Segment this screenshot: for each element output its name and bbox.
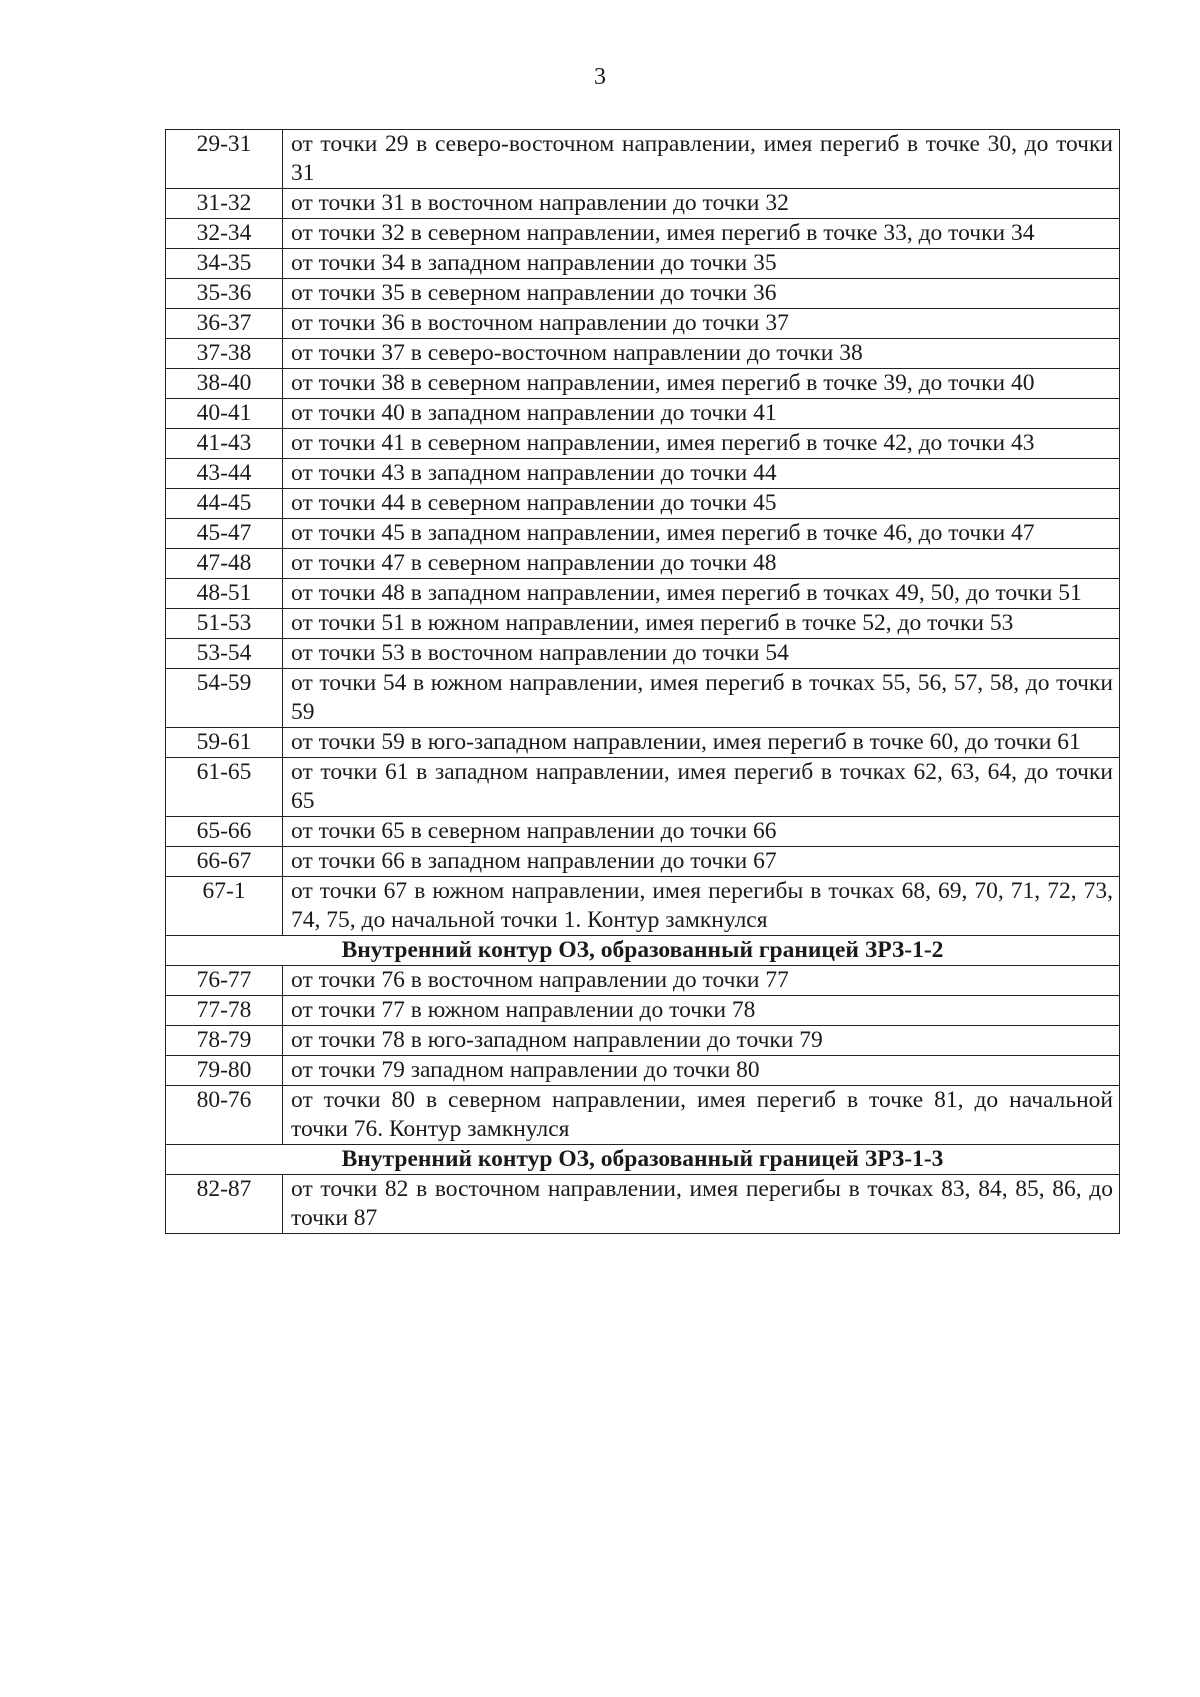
table-row (166, 489, 1120, 519)
segment-number-cell: 34-35 (166, 249, 283, 279)
segment-description-cell: от точки 35 в северном направлении до точки 36 (283, 279, 1120, 309)
section-header-row (166, 1145, 1120, 1175)
segment-number-cell: 53-54 (166, 639, 283, 669)
segment-description-cell: от точки 61 в западном направлении, имея перегиб в точках 62, 63, 64, до точки 65 (283, 758, 1120, 817)
segment-number-cell: 54-59 (166, 669, 283, 728)
segment-description-cell: от точки 51 в южном направлении, имея перегиб в точке 52, до точки 53 (283, 609, 1120, 639)
segment-description-cell: от точки 40 в западном направлении до точки 41 (283, 399, 1120, 429)
table-row (166, 639, 1120, 669)
segment-number-cell: 51-53 (166, 609, 283, 639)
segment-description-cell: от точки 43 в западном направлении до точки 44 (283, 459, 1120, 489)
table-row (166, 429, 1120, 459)
table-row (166, 609, 1120, 639)
table-row (166, 966, 1120, 996)
table-body (166, 130, 1120, 1234)
segment-description-cell: от точки 36 в восточном направлении до точки 37 (283, 309, 1120, 339)
segment-number-cell: 41-43 (166, 429, 283, 459)
segment-description-cell: от точки 78 в юго-западном направлении до точки 79 (283, 1026, 1120, 1056)
table-row (166, 847, 1120, 877)
table-row (166, 1175, 1120, 1234)
segment-number-cell: 35-36 (166, 279, 283, 309)
table-row (166, 279, 1120, 309)
section-title: Внутренний контур ОЗ, образованный границей ЗРЗ-1-3 (166, 1145, 1120, 1175)
segment-description-cell: от точки 48 в западном направлении, имея перегиб в точках 49, 50, до точки 51 (283, 579, 1120, 609)
table-row (166, 339, 1120, 369)
segment-number-cell: 82-87 (166, 1175, 283, 1234)
segment-number-cell: 76-77 (166, 966, 283, 996)
table-row (166, 369, 1120, 399)
table-row (166, 549, 1120, 579)
table-row (166, 579, 1120, 609)
table-row (166, 130, 1120, 189)
segment-description-cell: от точки 32 в северном направлении, имея перегиб в точке 33, до точки 34 (283, 219, 1120, 249)
segment-description-cell: от точки 54 в южном направлении, имея перегиб в точках 55, 56, 57, 58, до точки 59 (283, 669, 1120, 728)
table-row (166, 399, 1120, 429)
segment-description-cell: от точки 47 в северном направлении до точки 48 (283, 549, 1120, 579)
boundary-description-table (165, 129, 1120, 1234)
segment-number-cell: 29-31 (166, 130, 283, 189)
segment-description-cell: от точки 67 в южном направлении, имея перегибы в точках 68, 69, 70, 71, 72, 73, 74, 75, до начальной точки 1. Контур замкнулся (283, 877, 1120, 936)
segment-number-cell: 47-48 (166, 549, 283, 579)
segment-number-cell: 67-1 (166, 877, 283, 936)
segment-number-cell: 66-67 (166, 847, 283, 877)
table-row (166, 219, 1120, 249)
table-row (166, 249, 1120, 279)
segment-number-cell: 78-79 (166, 1026, 283, 1056)
segment-description-cell: от точки 77 в южном направлении до точки 78 (283, 996, 1120, 1026)
segment-description-cell: от точки 66 в западном направлении до точки 67 (283, 847, 1120, 877)
segment-number-cell: 61-65 (166, 758, 283, 817)
segment-number-cell: 32-34 (166, 219, 283, 249)
segment-number-cell: 43-44 (166, 459, 283, 489)
segment-description-cell: от точки 53 в восточном направлении до точки 54 (283, 639, 1120, 669)
segment-description-cell: от точки 45 в западном направлении, имея перегиб в точке 46, до точки 47 (283, 519, 1120, 549)
table-row (166, 189, 1120, 219)
page-number: 3 (594, 64, 606, 90)
table-row (166, 877, 1120, 936)
segment-number-cell: 44-45 (166, 489, 283, 519)
segment-number-cell: 65-66 (166, 817, 283, 847)
segment-number-cell: 80-76 (166, 1086, 283, 1145)
segment-description-cell: от точки 79 западном направлении до точки 80 (283, 1056, 1120, 1086)
segment-number-cell: 36-37 (166, 309, 283, 339)
segment-description-cell: от точки 29 в северо-восточном направлении, имея перегиб в точке 30, до точки 31 (283, 130, 1120, 189)
table-row (166, 1086, 1120, 1145)
segment-description-cell: от точки 44 в северном направлении до точки 45 (283, 489, 1120, 519)
table-row (166, 817, 1120, 847)
segment-description-cell: от точки 38 в северном направлении, имея перегиб в точке 39, до точки 40 (283, 369, 1120, 399)
table-row (166, 996, 1120, 1026)
table-row (166, 1056, 1120, 1086)
segment-description-cell: от точки 59 в юго-западном направлении, имея перегиб в точке 60, до точки 61 (283, 728, 1120, 758)
table-row (166, 309, 1120, 339)
segment-description-cell: от точки 65 в северном направлении до точки 66 (283, 817, 1120, 847)
table-row (166, 669, 1120, 728)
segment-number-cell: 37-38 (166, 339, 283, 369)
segment-number-cell: 31-32 (166, 189, 283, 219)
table-row (166, 1026, 1120, 1056)
segment-number-cell: 45-47 (166, 519, 283, 549)
segment-description-cell: от точки 37 в северо-восточном направлении до точки 38 (283, 339, 1120, 369)
segment-number-cell: 48-51 (166, 579, 283, 609)
section-header-row (166, 936, 1120, 966)
segment-number-cell: 38-40 (166, 369, 283, 399)
table-row (166, 459, 1120, 489)
segment-description-cell: от точки 80 в северном направлении, имея перегиб в точке 81, до начальной точки 76. Контур замкнулся (283, 1086, 1120, 1145)
segment-number-cell: 59-61 (166, 728, 283, 758)
section-title: Внутренний контур ОЗ, образованный границей ЗРЗ-1-2 (166, 936, 1120, 966)
table-row (166, 758, 1120, 817)
table-row (166, 728, 1120, 758)
segment-number-cell: 40-41 (166, 399, 283, 429)
segment-number-cell: 79-80 (166, 1056, 283, 1086)
segment-number-cell: 77-78 (166, 996, 283, 1026)
segment-description-cell: от точки 41 в северном направлении, имея перегиб в точке 42, до точки 43 (283, 429, 1120, 459)
segment-description-cell: от точки 76 в восточном направлении до точки 77 (283, 966, 1120, 996)
table-row (166, 519, 1120, 549)
segment-description-cell: от точки 31 в восточном направлении до точки 32 (283, 189, 1120, 219)
segment-description-cell: от точки 34 в западном направлении до точки 35 (283, 249, 1120, 279)
segment-description-cell: от точки 82 в восточном направлении, имея перегибы в точках 83, 84, 85, 86, до точки 87 (283, 1175, 1120, 1234)
